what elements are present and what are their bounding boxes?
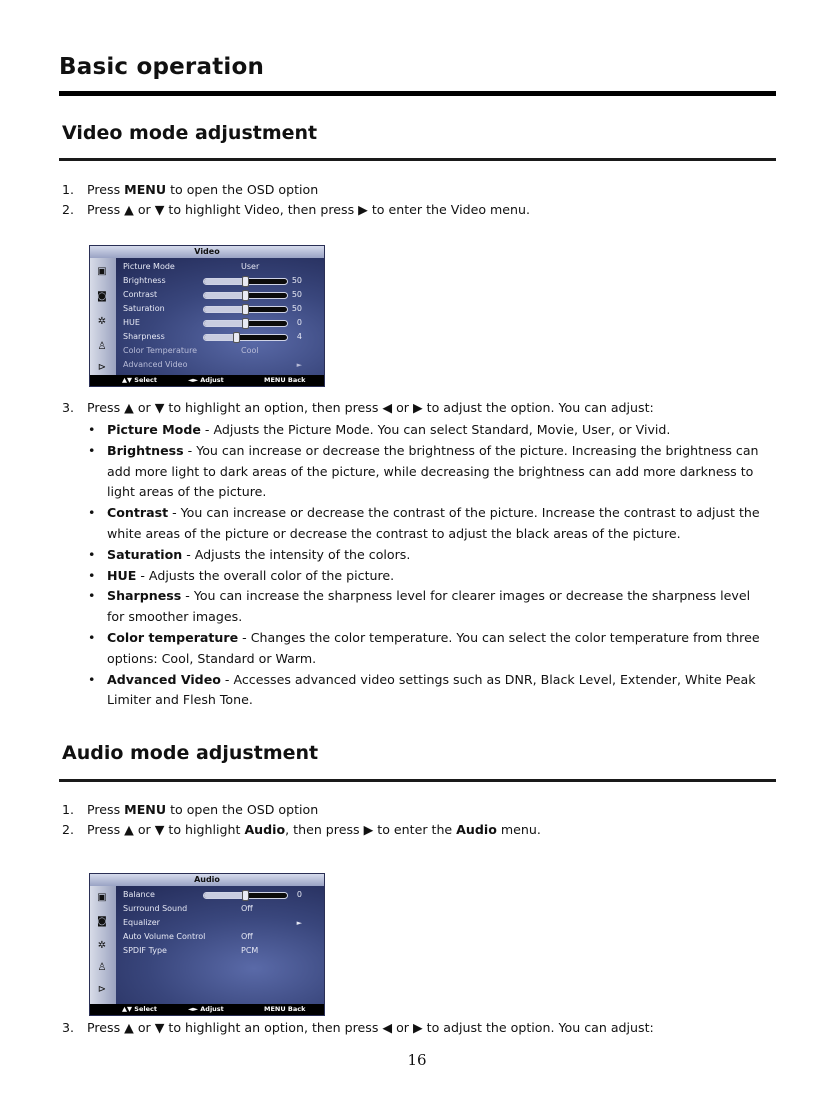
slider-fill (204, 293, 246, 298)
bullet-dot-icon: • (88, 546, 96, 562)
option-term: Color temperature (107, 629, 239, 645)
input-icon: ⊳ (97, 362, 107, 373)
video-step-3 (62, 398, 782, 418)
option-description: - You can increase or decrease the brightness of the picture. Increasing the brightness can add more light to dark areas of the picture, while decreasing the brightness can add more darkness to light areas of the picture. (107, 442, 759, 500)
step-text: Press ▲ or ▼ to highlight Video, then press ▶ to enter the Video menu. (87, 202, 531, 217)
bullet-dot-icon: • (88, 505, 96, 521)
option-bullet-item (86, 628, 766, 670)
audio-step-3-item (62, 1018, 782, 1038)
video-heading: Video mode adjustment (62, 122, 318, 144)
slider-fill (204, 321, 246, 326)
osd-row-value: User (241, 262, 260, 271)
option-description: - You can increase or decrease the contrast of the picture. Increase the contrast to adjust the white areas of the picture or decrease the contrast to adjust the black areas of the picture. (107, 505, 760, 541)
step-text: , then press ▶ to enter the (285, 822, 457, 837)
video-heading-rule (59, 158, 776, 161)
osd-row[interactable] (123, 944, 320, 958)
step-text: Press ▲ or ▼ to highlight an option, then press ◀ or ▶ to adjust the option. You can adjust: (87, 400, 654, 415)
osd-slider[interactable] (203, 292, 288, 299)
osd-row-value: Cool (241, 346, 259, 355)
osd-sidebar (90, 258, 116, 375)
slider-knob[interactable] (242, 276, 249, 287)
osd-row[interactable] (123, 274, 320, 288)
step-text: to open the OSD option (166, 182, 319, 197)
option-description: - Accesses advanced video settings such as DNR, Black Level, Extender, White Peak Limiter and Flesh Tone. (107, 671, 756, 708)
slider-knob[interactable] (233, 332, 240, 343)
audio-step-3 (62, 1018, 782, 1038)
option-term: Picture Mode (107, 422, 201, 437)
bullet-dot-icon: • (88, 629, 96, 645)
osd-row-value: 4 (296, 332, 302, 341)
tv-icon: ▣ (97, 892, 107, 903)
key-name: MENU (124, 182, 167, 197)
osd-row-label: Contrast (123, 290, 158, 299)
title-rule (59, 91, 776, 96)
osd-body (90, 258, 324, 375)
osd-row-label: Advanced Video (123, 360, 188, 369)
step-number: 2. (62, 822, 75, 837)
osd-row[interactable] (123, 344, 320, 358)
slider-fill (204, 307, 246, 312)
video-step-2 (62, 200, 782, 220)
step-text: Press ▲ or ▼ to highlight an option, then press ◀ or ▶ to adjust the option. You can adjust: (87, 1020, 654, 1035)
speaker-icon: ◙ (97, 916, 107, 927)
osd-row-label: Equalizer (123, 918, 160, 927)
option-bullet-item (86, 566, 766, 587)
key-name: Audio (456, 822, 497, 837)
footer-select: ▲▼ Select (122, 1005, 157, 1013)
tv-icon: ▣ (97, 266, 107, 277)
osd-row[interactable] (123, 302, 320, 316)
footer-select: ▲▼ Select (122, 376, 157, 384)
osd-row[interactable] (123, 916, 320, 930)
step-text: to open the OSD option (166, 802, 319, 817)
footer-adjust: ◄► Adjust (188, 376, 224, 384)
osd-rows (123, 260, 320, 372)
gear-icon: ✲ (97, 316, 107, 327)
step-text: menu. (496, 822, 541, 837)
step-text: Press ▲ or ▼ to highlight (87, 822, 245, 837)
osd-slider[interactable] (203, 306, 288, 313)
osd-slider[interactable] (203, 892, 288, 899)
osd-footer (90, 375, 324, 386)
osd-slider[interactable] (203, 334, 288, 341)
bullet-dot-icon: • (88, 588, 96, 604)
footer-back: MENU Back (264, 1005, 306, 1013)
osd-sidebar (90, 886, 116, 1004)
video-steps-1-2 (62, 180, 782, 220)
slider-knob[interactable] (242, 890, 249, 901)
option-term: Advanced Video (107, 671, 221, 687)
video-step-3-item (62, 398, 782, 418)
video-osd-screen (89, 245, 325, 387)
footer-back: MENU Back (264, 376, 306, 384)
osd-row[interactable] (123, 316, 320, 330)
step-number: 3. (62, 1020, 75, 1035)
option-term: HUE (107, 567, 137, 583)
option-bullet-item (86, 586, 766, 628)
osd-row[interactable] (123, 330, 320, 344)
option-bullet-item (86, 503, 766, 545)
audio-heading: Audio mode adjustment (62, 742, 319, 764)
option-bullet-item (86, 441, 766, 503)
option-description: - Adjusts the overall color of the picture. (136, 567, 395, 583)
step-number: 1. (62, 182, 75, 197)
osd-row-value: Off (241, 932, 253, 941)
osd-row-label: Picture Mode (123, 262, 175, 271)
submenu-arrow-icon: ► (296, 361, 302, 369)
slider-knob[interactable] (242, 304, 249, 315)
osd-row-label: Balance (123, 890, 155, 899)
page-number: 16 (407, 1051, 427, 1069)
osd-body (90, 886, 324, 1004)
lock-icon: ♙ (97, 341, 107, 352)
slider-knob[interactable] (242, 318, 249, 329)
option-description: - Changes the color temperature. You can select the color temperature from three options: Cool, Standard or Warm. (107, 629, 760, 666)
video-option-list (86, 420, 766, 711)
osd-row[interactable] (123, 888, 320, 902)
step-number: 3. (62, 400, 75, 415)
osd-row-value: PCM (241, 946, 259, 955)
osd-row[interactable] (123, 930, 320, 944)
osd-row-label: Surround Sound (123, 904, 188, 913)
option-bullet-item (86, 420, 766, 441)
osd-row-value: 0 (296, 318, 302, 327)
osd-row[interactable] (123, 358, 320, 372)
osd-footer (90, 1004, 324, 1015)
osd-row-label: HUE (123, 318, 140, 327)
audio-osd-screen (89, 873, 325, 1016)
osd-row[interactable] (123, 260, 320, 274)
option-description: - Adjusts the Picture Mode. You can select Standard, Movie, User, or Vivid. (200, 422, 671, 437)
osd-row-label: Sharpness (123, 332, 165, 341)
bullet-dot-icon: • (88, 442, 96, 458)
osd-row-label: Saturation (123, 304, 165, 313)
osd-row-label: Brightness (123, 276, 166, 285)
submenu-arrow-icon: ► (296, 919, 302, 927)
input-icon: ⊳ (97, 984, 107, 995)
audio-heading-rule (59, 779, 776, 782)
option-description: - Adjusts the intensity of the colors. (182, 546, 411, 562)
slider-fill (204, 279, 246, 284)
step-text: Press (87, 802, 125, 817)
osd-row-label: SPDIF Type (123, 946, 167, 955)
footer-adjust: ◄► Adjust (188, 1005, 224, 1013)
option-bullet-item (86, 670, 766, 712)
osd-row-value: Off (241, 904, 253, 913)
osd-row-value: 0 (296, 890, 302, 899)
speaker-icon: ◙ (97, 291, 107, 302)
lock-icon: ♙ (97, 962, 107, 973)
osd-row[interactable] (123, 902, 320, 916)
slider-knob[interactable] (242, 290, 249, 301)
bullet-dot-icon: • (88, 567, 96, 583)
osd-title: Audio (90, 874, 324, 886)
osd-row-label: Color Temperature (123, 346, 198, 355)
osd-row-label: Auto Volume Control (123, 932, 206, 941)
osd-slider[interactable] (203, 278, 288, 285)
osd-row-value: 50 (291, 290, 302, 299)
osd-row-value: 50 (291, 276, 302, 285)
gear-icon: ✲ (97, 940, 107, 951)
osd-rows (123, 888, 320, 958)
option-term: Contrast (107, 505, 169, 521)
osd-row[interactable] (123, 288, 320, 302)
audio-step-1 (62, 800, 782, 820)
option-term: Sharpness (107, 588, 182, 604)
key-name: MENU (124, 802, 167, 817)
step-text: Press (87, 182, 125, 197)
audio-steps-1-2 (62, 800, 782, 840)
option-description: - You can increase the sharpness level for clearer images or decrease the sharpness level for smoother images. (107, 588, 751, 625)
option-bullet-item (86, 545, 766, 566)
video-step-1 (62, 180, 782, 200)
bullet-dot-icon: • (88, 422, 96, 437)
step-number: 1. (62, 802, 75, 817)
osd-row-value: 50 (291, 304, 302, 313)
key-name: Audio (244, 822, 286, 837)
bullet-dot-icon: • (88, 671, 96, 687)
step-number: 2. (62, 202, 75, 217)
osd-title: Video (90, 246, 324, 258)
page-title: Basic operation (59, 54, 265, 80)
slider-fill (204, 893, 246, 898)
osd-slider[interactable] (203, 320, 288, 327)
audio-step-2 (62, 820, 782, 840)
option-term: Saturation (107, 546, 183, 562)
option-term: Brightness (107, 442, 184, 458)
